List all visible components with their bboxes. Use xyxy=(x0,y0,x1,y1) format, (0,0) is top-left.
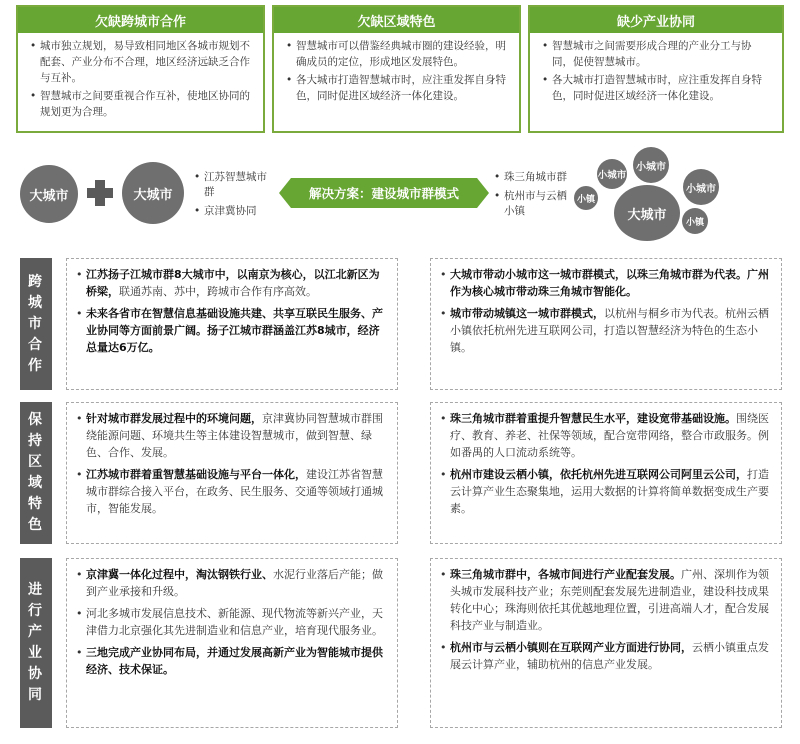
big-city-circle-1: 大城市 xyxy=(20,165,78,223)
row-label-text: 跨 城 市 合 作 xyxy=(28,273,44,374)
detail-item: • 未来各省市在智慧信息基础设施共建、共享互联民生服务、产业协同等方面前景广阔。扬子江城市群涵盖江苏8城市，经济总量达6万亿。 xyxy=(76,305,387,356)
row2-right-box xyxy=(430,402,782,544)
problem-title: 欠缺区域特色 xyxy=(274,7,519,33)
left-examples xyxy=(194,170,274,223)
problem-box-2 xyxy=(272,5,521,133)
detail-item: • 江苏城市群着重智慧基础设施与平台一体化，建设江苏省智慧城市群综合接入平台，在政务、民生服务、交通等领域打通城市，智能发展。 xyxy=(76,466,387,517)
example-item: • 江苏智慧城市群 xyxy=(194,170,274,200)
detail-item: • 城市带动城镇这一城市群模式，以杭州与桐乡市为代表。杭州云栖小镇依托杭州先进互联网公司，打造以智慧经济为特色的生态小镇。 xyxy=(440,305,771,356)
problem-item: • 智慧城市可以借鉴经典城市圈的建设经验，明确成员的定位，形成地区发展特色。 xyxy=(286,38,509,70)
right-examples xyxy=(494,170,570,223)
detail-item: • 针对城市群发展过程中的环境问题，京津冀协同智慧城市群围绕能源问题、环境共生等主体建设智慧城市，做到智慧、绿色、合作、发展。 xyxy=(76,410,387,461)
solution-arrow-right xyxy=(477,178,489,208)
row-label-industry xyxy=(20,558,52,728)
big-city-circle-2: 大城市 xyxy=(122,162,184,224)
problem-item: • 智慧城市之间要重视合作互补，使地区协同的规划更为合理。 xyxy=(30,88,253,120)
problem-box-1 xyxy=(16,5,265,133)
small-city-circle: 小城市 xyxy=(597,159,627,189)
row-label-text: 保 持 区 域 特 色 xyxy=(28,412,44,533)
detail-item: • 江苏扬子江城市群8大城市中，以南京为核心，以江北新区为桥梁，联通苏南、苏中，跨城市合作有序高效。 xyxy=(76,266,387,300)
row3-right-box xyxy=(430,558,782,728)
big-city-circle-cluster: 大城市 xyxy=(614,185,680,241)
town-circle: 小镇 xyxy=(682,208,708,234)
solution-arrow-left xyxy=(279,178,291,208)
example-item: • 杭州市与云栖小镇 xyxy=(494,189,570,219)
solution-banner: 解决方案：建设城市群模式 xyxy=(291,178,477,208)
example-item: • 京津冀协同 xyxy=(194,204,274,219)
town-circle: 小镇 xyxy=(574,186,598,210)
small-city-circle: 小城市 xyxy=(683,169,719,205)
row-label-regional xyxy=(20,402,52,544)
problem-item: • 各大城市打造智慧城市时，应注重发挥自身特色，同时促进区域经济一体化建设。 xyxy=(542,72,772,104)
detail-item: • 大城市带动小城市这一城市群模式，以珠三角城市群为代表。广州作为核心城市带动珠三角城市智能化。 xyxy=(440,266,771,300)
problem-item: • 各大城市打造智慧城市时，应注重发挥自身特色，同时促进区域经济一体化建设。 xyxy=(286,72,509,104)
plus-icon-vertical xyxy=(95,180,105,206)
row1-left-box xyxy=(66,258,398,390)
row1-right-box xyxy=(430,258,782,390)
detail-item: • 杭州市建设云栖小镇，依托杭州先进互联网公司阿里云公司，打造云计算产业生态聚集地，运用大数据的计算将简单数据变成生产要素。 xyxy=(440,466,771,517)
row-label-text: 进 行 产 业 协 同 xyxy=(28,582,44,703)
row2-left-box xyxy=(66,402,398,544)
problem-item: • 城市独立规划，易导致相同地区各城市规划不配套、产业分布不合理，地区经济远缺乏合作与互补。 xyxy=(30,38,253,86)
detail-item: • 京津冀一体化过程中，淘汰钢铁行业、水泥行业落后产能；做到产业承接和升级。 xyxy=(76,566,387,600)
detail-item: • 珠三角城市群中，各城市间进行产业配套发展。广州、深圳作为领头城市发展科技产业；东莞则配套发展先进制造业，建设科技成果转化中心；珠海则依托其优越地理位置，引进高端人才，配合发展科技产业与制造业。 xyxy=(440,566,771,634)
problem-title: 欠缺跨城市合作 xyxy=(18,7,263,33)
problem-item: • 智慧城市之间需要形成合理的产业分工与协同，促使智慧城市。 xyxy=(542,38,772,70)
detail-item: • 河北多城市发展信息技术、新能源、现代物流等新兴产业，天津借力北京强化其先进制造业和信息产业，培育现代服务业。 xyxy=(76,605,387,639)
problem-box-3 xyxy=(528,5,784,133)
detail-item: • 三地完成产业协同布局，并通过发展高新产业为智能城市提供经济、技术保证。 xyxy=(76,644,387,678)
detail-item: • 杭州市与云栖小镇则在互联网产业方面进行协同，云栖小镇重点发展云计算产业，辅助杭州的信息产业发展。 xyxy=(440,639,771,673)
row-label-cross-city xyxy=(20,258,52,390)
detail-item: • 珠三角城市群着重提升智慧民生水平，建设宽带基础设施。围绕医疗、教育、养老、社保等领域，配合宽带网络，整合市政服务。例如番禺的人口流动系统等。 xyxy=(440,410,771,461)
example-item: • 珠三角城市群 xyxy=(494,170,570,185)
problem-title: 缺少产业协同 xyxy=(530,7,782,33)
row3-left-box xyxy=(66,558,398,728)
small-city-circle: 小城市 xyxy=(633,147,669,183)
